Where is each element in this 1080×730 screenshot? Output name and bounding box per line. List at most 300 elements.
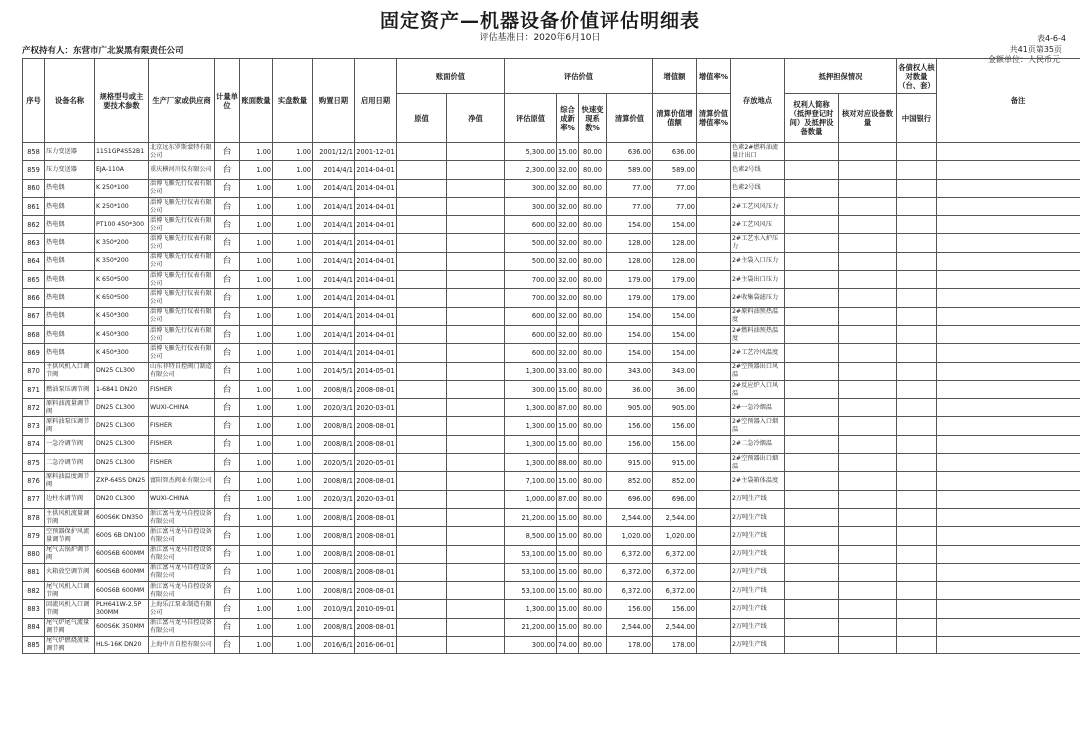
row-creditor-qty: [839, 143, 897, 161]
col-mortgagee: 权利人简称（抵押登记时间）及抵押设备数量: [785, 94, 839, 143]
row-combined-rate: 32.00: [557, 179, 579, 197]
row-seq: 870: [23, 362, 45, 380]
row-eval-original: 1,300.00: [505, 362, 557, 380]
row-remark: [937, 563, 1080, 581]
row-combined-rate: 15.00: [557, 582, 579, 600]
row-combined-rate: 32.00: [557, 271, 579, 289]
row-book-qty: 1.00: [240, 545, 273, 563]
row-remark: [937, 362, 1080, 380]
row-seq: 871: [23, 380, 45, 398]
row-book-qty: 1.00: [240, 179, 273, 197]
row-name: 二急冷调节阀: [45, 454, 95, 472]
row-maker: 浙江富马龙马自控设备有限公司: [149, 582, 215, 600]
row-net: [447, 179, 505, 197]
row-name: 原料油泵压调节阀: [45, 417, 95, 435]
row-actual-qty: 1.00: [273, 216, 313, 234]
row-seq: 864: [23, 252, 45, 270]
row-purchase-date: 2014/4/1: [313, 234, 355, 252]
row-location: 2万吨生产线: [731, 545, 785, 563]
row-liquidation-value: 905.00: [607, 399, 653, 417]
row-maker: 北京远东罗斯蒙特有限公司: [149, 143, 215, 161]
row-seq: 874: [23, 435, 45, 453]
row-location: 2#主袋箱体温度: [731, 472, 785, 490]
row-original: [397, 472, 447, 490]
row-liquidation-coef: 80.00: [579, 271, 607, 289]
row-actual-qty: 1.00: [273, 582, 313, 600]
row-combined-rate: 15.00: [557, 143, 579, 161]
row-liquidation-value: 178.00: [607, 637, 653, 654]
table-body: [23, 143, 1080, 654]
owner-label: 产权持有人：东营市广北炭黑有限责任公司: [22, 46, 184, 56]
row-increase-rate: [697, 216, 731, 234]
row-creditor-qty: [839, 161, 897, 179]
row-creditor-qty: [839, 527, 897, 545]
row-actual-qty: 1.00: [273, 618, 313, 636]
row-name: 热电偶: [45, 179, 95, 197]
row-book-qty: 1.00: [240, 271, 273, 289]
row-actual-qty: 1.00: [273, 271, 313, 289]
row-remark: [937, 417, 1080, 435]
row-increase-amt: 179.00: [653, 289, 697, 307]
row-creditor-qty: [839, 637, 897, 654]
row-liquidation-coef: 80.00: [579, 179, 607, 197]
row-mortgagee: [785, 399, 839, 417]
row-actual-qty: 1.00: [273, 380, 313, 398]
row-start-date: 2008-08-01: [355, 417, 397, 435]
row-mortgagee: [785, 325, 839, 343]
row-seq: 858: [23, 143, 45, 161]
row-increase-amt: 154.00: [653, 325, 697, 343]
row-actual-qty: 1.00: [273, 399, 313, 417]
row-book-qty: 1.00: [240, 307, 273, 325]
row-eval-original: 5,300.00: [505, 143, 557, 161]
row-location: 2万吨生产线: [731, 637, 785, 654]
row-increase-rate: [697, 417, 731, 435]
row-creditor-qty: [839, 289, 897, 307]
row-liquidation-coef: 80.00: [579, 490, 607, 508]
row-book-qty: 1.00: [240, 289, 273, 307]
row-model: 600S 6B DN100: [95, 527, 149, 545]
row-purchase-date: 2008/8/1: [313, 508, 355, 526]
row-liquidation-coef: 80.00: [579, 563, 607, 581]
row-eval-original: 21,200.00: [505, 618, 557, 636]
table-row: [23, 454, 1080, 472]
row-liquidation-coef: 80.00: [579, 545, 607, 563]
row-bank: [897, 197, 937, 215]
row-location: 2#原料油预热温度: [731, 307, 785, 325]
row-liquidation-coef: 80.00: [579, 618, 607, 636]
row-mortgagee: [785, 508, 839, 526]
row-combined-rate: 15.00: [557, 545, 579, 563]
row-model: DN25 CL300: [95, 399, 149, 417]
row-remark: [937, 234, 1080, 252]
row-book-qty: 1.00: [240, 197, 273, 215]
row-maker: 浙江富马龙马自控设备有限公司: [149, 563, 215, 581]
row-actual-qty: 1.00: [273, 545, 313, 563]
table-row: [23, 563, 1080, 581]
row-purchase-date: 2014/4/1: [313, 344, 355, 362]
row-unit: 台: [215, 307, 240, 325]
row-purchase-date: 2014/4/1: [313, 216, 355, 234]
row-purchase-date: 2014/4/1: [313, 161, 355, 179]
row-liquidation-coef: 80.00: [579, 472, 607, 490]
row-purchase-date: 2016/6/1: [313, 637, 355, 654]
row-seq: 873: [23, 417, 45, 435]
row-increase-amt: 589.00: [653, 161, 697, 179]
row-increase-rate: [697, 582, 731, 600]
col-seq: 序号: [23, 59, 45, 143]
row-model: 600S6B 600MM: [95, 563, 149, 581]
row-unit: 台: [215, 197, 240, 215]
row-combined-rate: 15.00: [557, 563, 579, 581]
row-name: 压力变送器: [45, 161, 95, 179]
row-actual-qty: 1.00: [273, 179, 313, 197]
row-mortgagee: [785, 472, 839, 490]
row-eval-original: 700.00: [505, 271, 557, 289]
row-increase-amt: 2,544.00: [653, 508, 697, 526]
row-original: [397, 289, 447, 307]
row-creditor-qty: [839, 325, 897, 343]
row-purchase-date: 2020/3/1: [313, 490, 355, 508]
row-seq: 885: [23, 637, 45, 654]
row-eval-original: 1,000.00: [505, 490, 557, 508]
row-eval-original: 300.00: [505, 179, 557, 197]
row-seq: 868: [23, 325, 45, 343]
row-model: PLH641W-2.5P 300MM: [95, 600, 149, 618]
row-book-qty: 1.00: [240, 563, 273, 581]
row-net: [447, 161, 505, 179]
row-increase-amt: 154.00: [653, 216, 697, 234]
col-increase-rate-sub: 清算价值增值率%: [697, 94, 731, 143]
row-name: 主供风机流量调节阀: [45, 508, 95, 526]
table-row: [23, 271, 1080, 289]
row-combined-rate: 15.00: [557, 435, 579, 453]
row-original: [397, 362, 447, 380]
row-actual-qty: 1.00: [273, 252, 313, 270]
row-original: [397, 216, 447, 234]
row-bank: [897, 435, 937, 453]
row-name: 一急冷调节阀: [45, 435, 95, 453]
row-net: [447, 417, 505, 435]
row-bank: [897, 508, 937, 526]
row-location: 2#空预器出口烟温: [731, 454, 785, 472]
row-remark: [937, 490, 1080, 508]
row-unit: 台: [215, 508, 240, 526]
row-maker: 上海乐江泵业制造有限公司: [149, 600, 215, 618]
row-mortgagee: [785, 637, 839, 654]
row-increase-rate: [697, 618, 731, 636]
row-original: [397, 197, 447, 215]
row-actual-qty: 1.00: [273, 454, 313, 472]
row-creditor-qty: [839, 435, 897, 453]
col-maker: 生产厂家或供应商: [149, 59, 215, 143]
row-start-date: 2008-08-01: [355, 618, 397, 636]
row-original: [397, 490, 447, 508]
row-model: HLS-16K DN20: [95, 637, 149, 654]
row-book-qty: 1.00: [240, 600, 273, 618]
row-start-date: 2010-09-01: [355, 600, 397, 618]
row-liquidation-coef: 80.00: [579, 234, 607, 252]
row-name: 尾气去锅炉调节阀: [45, 545, 95, 563]
row-maker: FISHER: [149, 417, 215, 435]
row-name: 原料油温度调节阀: [45, 472, 95, 490]
row-remark: [937, 179, 1080, 197]
row-start-date: 2016-06-01: [355, 637, 397, 654]
row-remark: [937, 344, 1080, 362]
row-start-date: 2014-04-01: [355, 289, 397, 307]
row-combined-rate: 15.00: [557, 600, 579, 618]
row-location: 2万吨生产线: [731, 582, 785, 600]
row-start-date: 2014-05-01: [355, 362, 397, 380]
row-liquidation-coef: 80.00: [579, 325, 607, 343]
row-name: 热电偶: [45, 197, 95, 215]
row-purchase-date: 2008/8/1: [313, 417, 355, 435]
col-mortgage: 抵押担保情况: [785, 59, 897, 94]
row-location: 色素2#燃料油流量计出口: [731, 143, 785, 161]
row-original: [397, 563, 447, 581]
table-row: [23, 618, 1080, 636]
row-combined-rate: 87.00: [557, 399, 579, 417]
row-book-qty: 1.00: [240, 325, 273, 343]
row-liquidation-coef: 80.00: [579, 399, 607, 417]
row-start-date: 2020-05-01: [355, 454, 397, 472]
row-model: K 250*100: [95, 179, 149, 197]
row-liquidation-value: 154.00: [607, 344, 653, 362]
row-seq: 880: [23, 545, 45, 563]
row-bank: [897, 179, 937, 197]
row-creditor-qty: [839, 216, 897, 234]
row-increase-rate: [697, 344, 731, 362]
row-name: 尾气炉燃烧流量调节阀: [45, 637, 95, 654]
row-seq: 884: [23, 618, 45, 636]
row-purchase-date: 2020/5/1: [313, 454, 355, 472]
row-model: 1151GP4S52B1: [95, 143, 149, 161]
row-liquidation-value: 6,372.00: [607, 582, 653, 600]
row-bank: [897, 545, 937, 563]
row-original: [397, 618, 447, 636]
row-book-qty: 1.00: [240, 143, 273, 161]
row-original: [397, 417, 447, 435]
row-book-qty: 1.00: [240, 435, 273, 453]
row-combined-rate: 15.00: [557, 618, 579, 636]
row-combined-rate: 32.00: [557, 216, 579, 234]
row-creditor-qty: [839, 618, 897, 636]
row-maker: 淄博飞雁先行仪表有限公司: [149, 271, 215, 289]
row-liquidation-value: 128.00: [607, 234, 653, 252]
row-seq: 879: [23, 527, 45, 545]
col-creditor-qty: 核对对应设备数量: [839, 94, 897, 143]
row-unit: 台: [215, 417, 240, 435]
row-purchase-date: 2008/8/1: [313, 472, 355, 490]
row-remark: [937, 472, 1080, 490]
row-bank: [897, 271, 937, 289]
row-combined-rate: 33.00: [557, 362, 579, 380]
row-unit: 台: [215, 271, 240, 289]
row-unit: 台: [215, 234, 240, 252]
row-mortgagee: [785, 197, 839, 215]
row-book-qty: 1.00: [240, 344, 273, 362]
row-start-date: 2014-04-01: [355, 271, 397, 289]
row-creditor-qty: [839, 307, 897, 325]
row-book-qty: 1.00: [240, 508, 273, 526]
row-bank: [897, 417, 937, 435]
row-location: 2#燃料油预热温度: [731, 325, 785, 343]
row-increase-rate: [697, 399, 731, 417]
table-row: [23, 637, 1080, 654]
row-purchase-date: 2014/5/1: [313, 362, 355, 380]
row-original: [397, 143, 447, 161]
row-increase-amt: 128.00: [653, 234, 697, 252]
row-maker: 淄博飞雁先行仪表有限公司: [149, 216, 215, 234]
row-net: [447, 380, 505, 398]
row-original: [397, 271, 447, 289]
row-increase-amt: 156.00: [653, 435, 697, 453]
row-bank: [897, 600, 937, 618]
row-remark: [937, 582, 1080, 600]
row-bank: [897, 307, 937, 325]
row-eval-original: 7,100.00: [505, 472, 557, 490]
row-increase-amt: 128.00: [653, 252, 697, 270]
row-eval-original: 8,500.00: [505, 527, 557, 545]
row-name: 燃油泵压调节阀: [45, 380, 95, 398]
row-model: 600S6K DN350: [95, 508, 149, 526]
row-purchase-date: 2014/4/1: [313, 197, 355, 215]
row-name: 热电偶: [45, 252, 95, 270]
row-book-qty: 1.00: [240, 380, 273, 398]
row-net: [447, 600, 505, 618]
row-bank: [897, 216, 937, 234]
row-unit: 台: [215, 563, 240, 581]
row-remark: [937, 545, 1080, 563]
row-liquidation-coef: 80.00: [579, 637, 607, 654]
row-increase-amt: 636.00: [653, 143, 697, 161]
table-row: [23, 234, 1080, 252]
row-purchase-date: 2008/8/1: [313, 582, 355, 600]
col-creditors: 各债权人核对数量（台、套）: [897, 59, 937, 94]
row-combined-rate: 32.00: [557, 197, 579, 215]
row-mortgagee: [785, 417, 839, 435]
row-creditor-qty: [839, 380, 897, 398]
row-actual-qty: 1.00: [273, 143, 313, 161]
row-start-date: 2008-08-01: [355, 582, 397, 600]
row-increase-rate: [697, 271, 731, 289]
row-model: 600S6B 600MM: [95, 582, 149, 600]
row-liquidation-value: 154.00: [607, 325, 653, 343]
row-combined-rate: 15.00: [557, 472, 579, 490]
row-net: [447, 289, 505, 307]
row-combined-rate: 32.00: [557, 307, 579, 325]
table-row: [23, 344, 1080, 362]
col-liquidation-value: 清算价值: [607, 94, 653, 143]
row-location: 2#主袋入口压力: [731, 252, 785, 270]
row-increase-rate: [697, 179, 731, 197]
row-start-date: 2008-08-01: [355, 563, 397, 581]
row-bank: [897, 637, 937, 654]
row-seq: 860: [23, 179, 45, 197]
row-mortgagee: [785, 271, 839, 289]
row-seq: 869: [23, 344, 45, 362]
row-mortgagee: [785, 289, 839, 307]
row-original: [397, 527, 447, 545]
row-net: [447, 435, 505, 453]
row-purchase-date: 2008/8/1: [313, 618, 355, 636]
row-purchase-date: 2014/4/1: [313, 252, 355, 270]
row-net: [447, 362, 505, 380]
row-combined-rate: 88.00: [557, 454, 579, 472]
col-liquidation-coef: 快速变现系数%: [579, 94, 607, 143]
row-liquidation-coef: 80.00: [579, 143, 607, 161]
row-original: [397, 325, 447, 343]
row-increase-rate: [697, 161, 731, 179]
row-mortgagee: [785, 545, 839, 563]
col-increase: 增值额: [653, 59, 697, 94]
table-row: [23, 472, 1080, 490]
page-info: 共41页第35页: [1009, 45, 1062, 54]
row-increase-amt: 156.00: [653, 600, 697, 618]
row-name: 热电偶: [45, 271, 95, 289]
row-combined-rate: 15.00: [557, 527, 579, 545]
row-original: [397, 307, 447, 325]
row-increase-rate: [697, 637, 731, 654]
row-mortgagee: [785, 600, 839, 618]
row-eval-original: 300.00: [505, 197, 557, 215]
row-mortgagee: [785, 490, 839, 508]
row-actual-qty: 1.00: [273, 435, 313, 453]
row-mortgagee: [785, 307, 839, 325]
row-increase-amt: 1,020.00: [653, 527, 697, 545]
row-remark: [937, 618, 1080, 636]
row-liquidation-value: 77.00: [607, 197, 653, 215]
row-maker: 重庆横河川仪有限公司: [149, 161, 215, 179]
row-net: [447, 490, 505, 508]
row-liquidation-value: 154.00: [607, 216, 653, 234]
row-maker: 富阳智杰阀业有限公司: [149, 472, 215, 490]
row-start-date: 2020-03-01: [355, 490, 397, 508]
row-bank: [897, 380, 937, 398]
row-maker: 淄博飞雁先行仪表有限公司: [149, 325, 215, 343]
row-start-date: 2014-04-01: [355, 307, 397, 325]
row-mortgagee: [785, 563, 839, 581]
row-increase-rate: [697, 472, 731, 490]
row-location: 2#主袋出口压力: [731, 271, 785, 289]
row-increase-rate: [697, 143, 731, 161]
row-bank: [897, 325, 937, 343]
row-increase-amt: 905.00: [653, 399, 697, 417]
row-seq: 865: [23, 271, 45, 289]
row-increase-amt: 77.00: [653, 197, 697, 215]
row-seq: 881: [23, 563, 45, 581]
row-seq: 859: [23, 161, 45, 179]
row-maker: 浙江富马龙马自控设备有限公司: [149, 508, 215, 526]
row-increase-rate: [697, 234, 731, 252]
row-seq: 872: [23, 399, 45, 417]
row-mortgagee: [785, 216, 839, 234]
row-unit: 台: [215, 435, 240, 453]
row-name: 主供风机入口调节阀: [45, 362, 95, 380]
row-eval-original: 1,300.00: [505, 417, 557, 435]
row-eval-original: 300.00: [505, 380, 557, 398]
row-name: 热电偶: [45, 289, 95, 307]
row-remark: [937, 197, 1080, 215]
row-creditor-qty: [839, 234, 897, 252]
row-seq: 877: [23, 490, 45, 508]
row-model: PT100 450*300: [95, 216, 149, 234]
row-location: 2#工艺水入炉压力: [731, 234, 785, 252]
row-actual-qty: 1.00: [273, 417, 313, 435]
row-maker: 山东菲特自控阀门制造有限公司: [149, 362, 215, 380]
col-increase-amt: 清算价值增值额: [653, 94, 697, 143]
row-eval-original: 300.00: [505, 637, 557, 654]
